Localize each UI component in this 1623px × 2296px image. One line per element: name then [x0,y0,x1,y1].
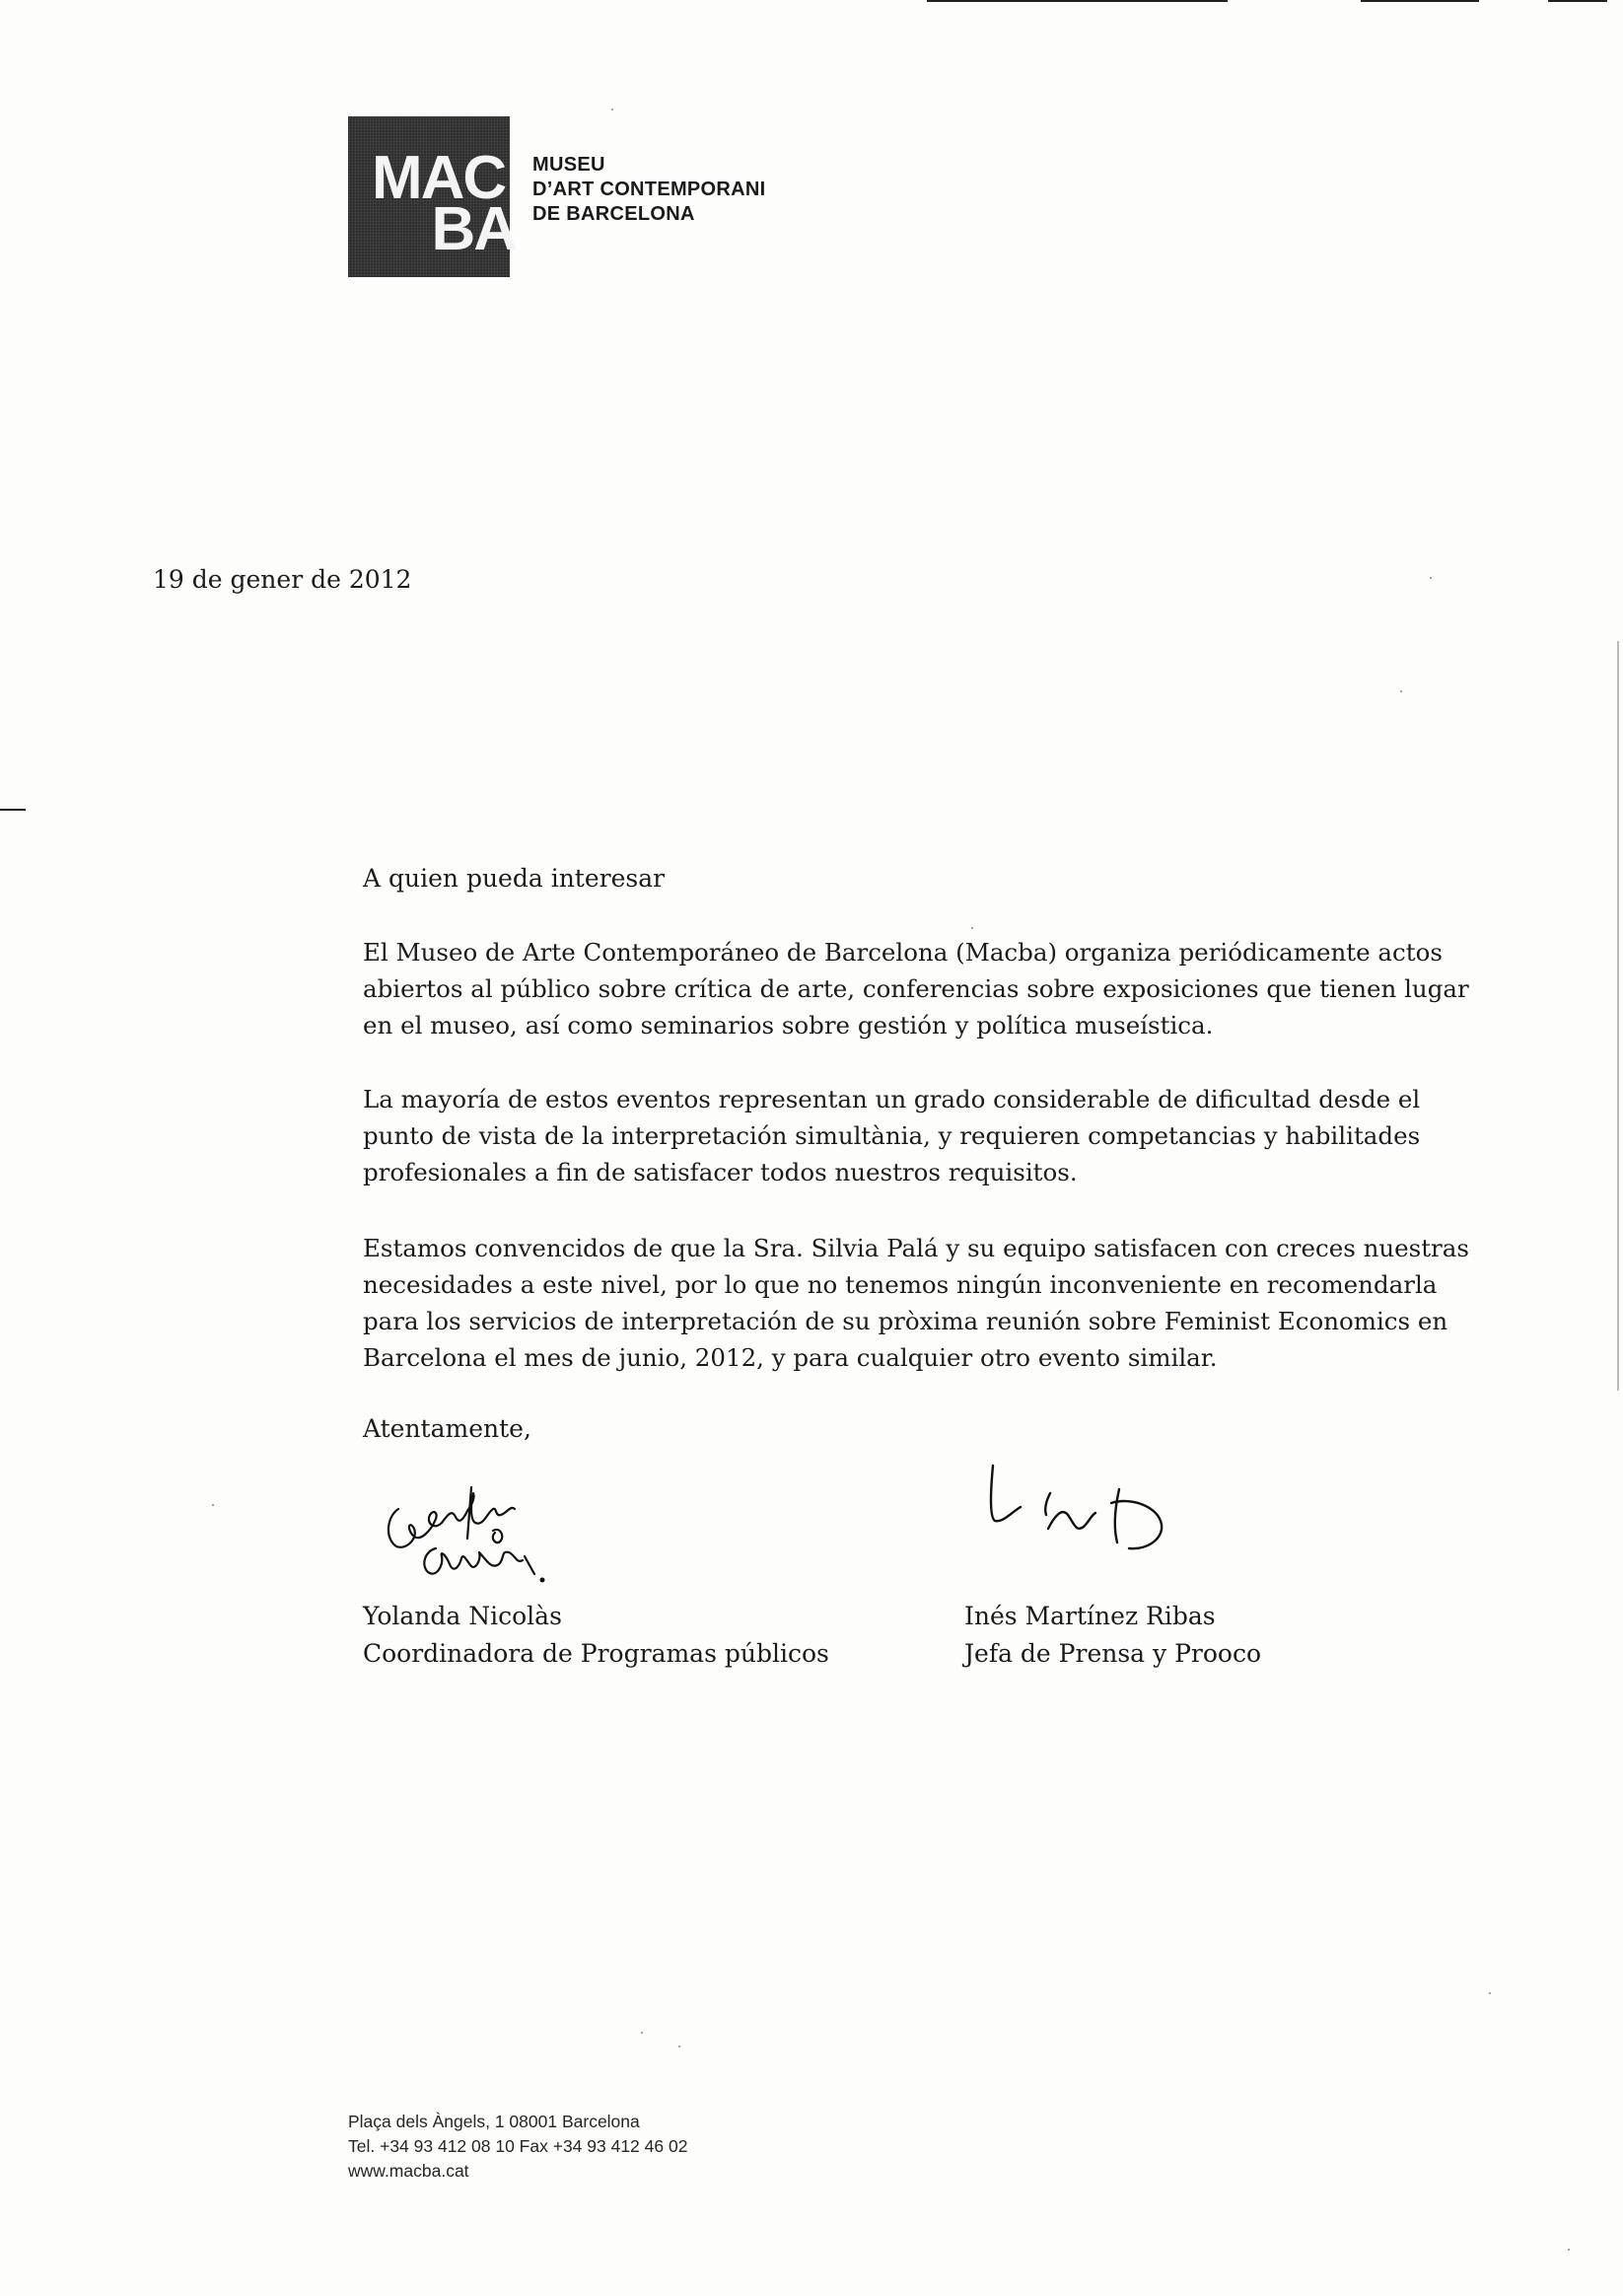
paragraph-line: El Museo de Arte Contemporáneo de Barcelona (Macba) organiza periódicamente actos [363,938,1443,967]
letterhead-line: DE BARCELONA [532,203,695,225]
signatory-title: Coordinadora de Programas públicos [363,1639,829,1668]
paragraph-line: Estamos convencidos de que la Sra. Silvia Palá y su equipo satisfacen con creces nuestras [363,1234,1469,1262]
scan-speck [678,2045,680,2047]
scan-speck [212,1504,214,1506]
body-paragraph [363,1230,1477,1376]
scan-edge-mark [0,809,26,811]
paragraph-line: en el museo, así como seminarios sobre gestión y política museística. [363,1011,1214,1040]
scan-speck [611,108,613,110]
letterhead-line: D’ART CONTEMPORANI [532,179,766,200]
closing: Atentamente, [363,1414,531,1443]
scan-speck [641,2032,643,2034]
scan-speck [971,927,973,929]
macba-logo [348,116,516,277]
scan-speck [1430,577,1432,579]
footer-website: www.macba.cat [348,2161,469,2181]
signatory-right [964,1598,1261,1673]
signatory-left [363,1598,829,1673]
signature-ines-martinez-ribas [981,1458,1178,1566]
scan-speck [1568,2249,1570,2251]
body-paragraph [363,1081,1477,1190]
signatory-name: Inés Martínez Ribas [964,1602,1216,1630]
signature-yolanda-nicolas [377,1479,564,1598]
scan-edge-mark [1617,641,1619,1391]
scan-speck [1400,690,1402,692]
footer-contact [348,2110,687,2184]
letterhead-line: MUSEU [532,154,605,176]
scan-edge-mark [1548,0,1607,2]
paragraph-line: La mayoría de estos eventos representan un grado considerable de dificultad desde el [363,1085,1421,1113]
scan-edge-mark [1361,0,1479,2]
letterhead-museum-name [532,153,766,227]
paragraph-line: profesionales a fin de satisfacer todos nuestros requisitos. [363,1158,1078,1186]
footer-phone: Tel. +34 93 412 08 10 Fax +34 93 412 46 02 [348,2136,688,2156]
paragraph-line: para los servicios de interpretación de su pròxima reunión sobre Feminist Economics en [363,1307,1448,1335]
logo-text-mac: MAC [372,144,506,212]
scan-edge-mark [927,0,1228,2]
paragraph-line: abiertos al público sobre crítica de arte, conferencias sobre exposiciones que tienen lugar [363,974,1469,1003]
scan-speck [1489,1992,1491,1994]
logo-text-ba: BA [431,195,516,263]
signatory-name: Yolanda Nicolàs [363,1602,562,1630]
salutation: A quien pueda interesar [363,864,666,893]
paragraph-line: Barcelona el mes de junio, 2012, y para cualquier otro evento similar. [363,1343,1218,1372]
footer-address: Plaça dels Àngels, 1 08001 Barcelona [348,2112,640,2131]
paragraph-line: necesidades a este nivel, por lo que no tenemos ningún inconveniente en recomendarla [363,1270,1438,1299]
letter-date: 19 de gener de 2012 [153,565,412,594]
body-paragraph [363,934,1477,1043]
signatory-title: Jefa de Prensa y Prooco [964,1639,1262,1668]
paragraph-line: punto de vista de la interpretación simultània, y requieren competancias y habilitades [363,1121,1421,1150]
